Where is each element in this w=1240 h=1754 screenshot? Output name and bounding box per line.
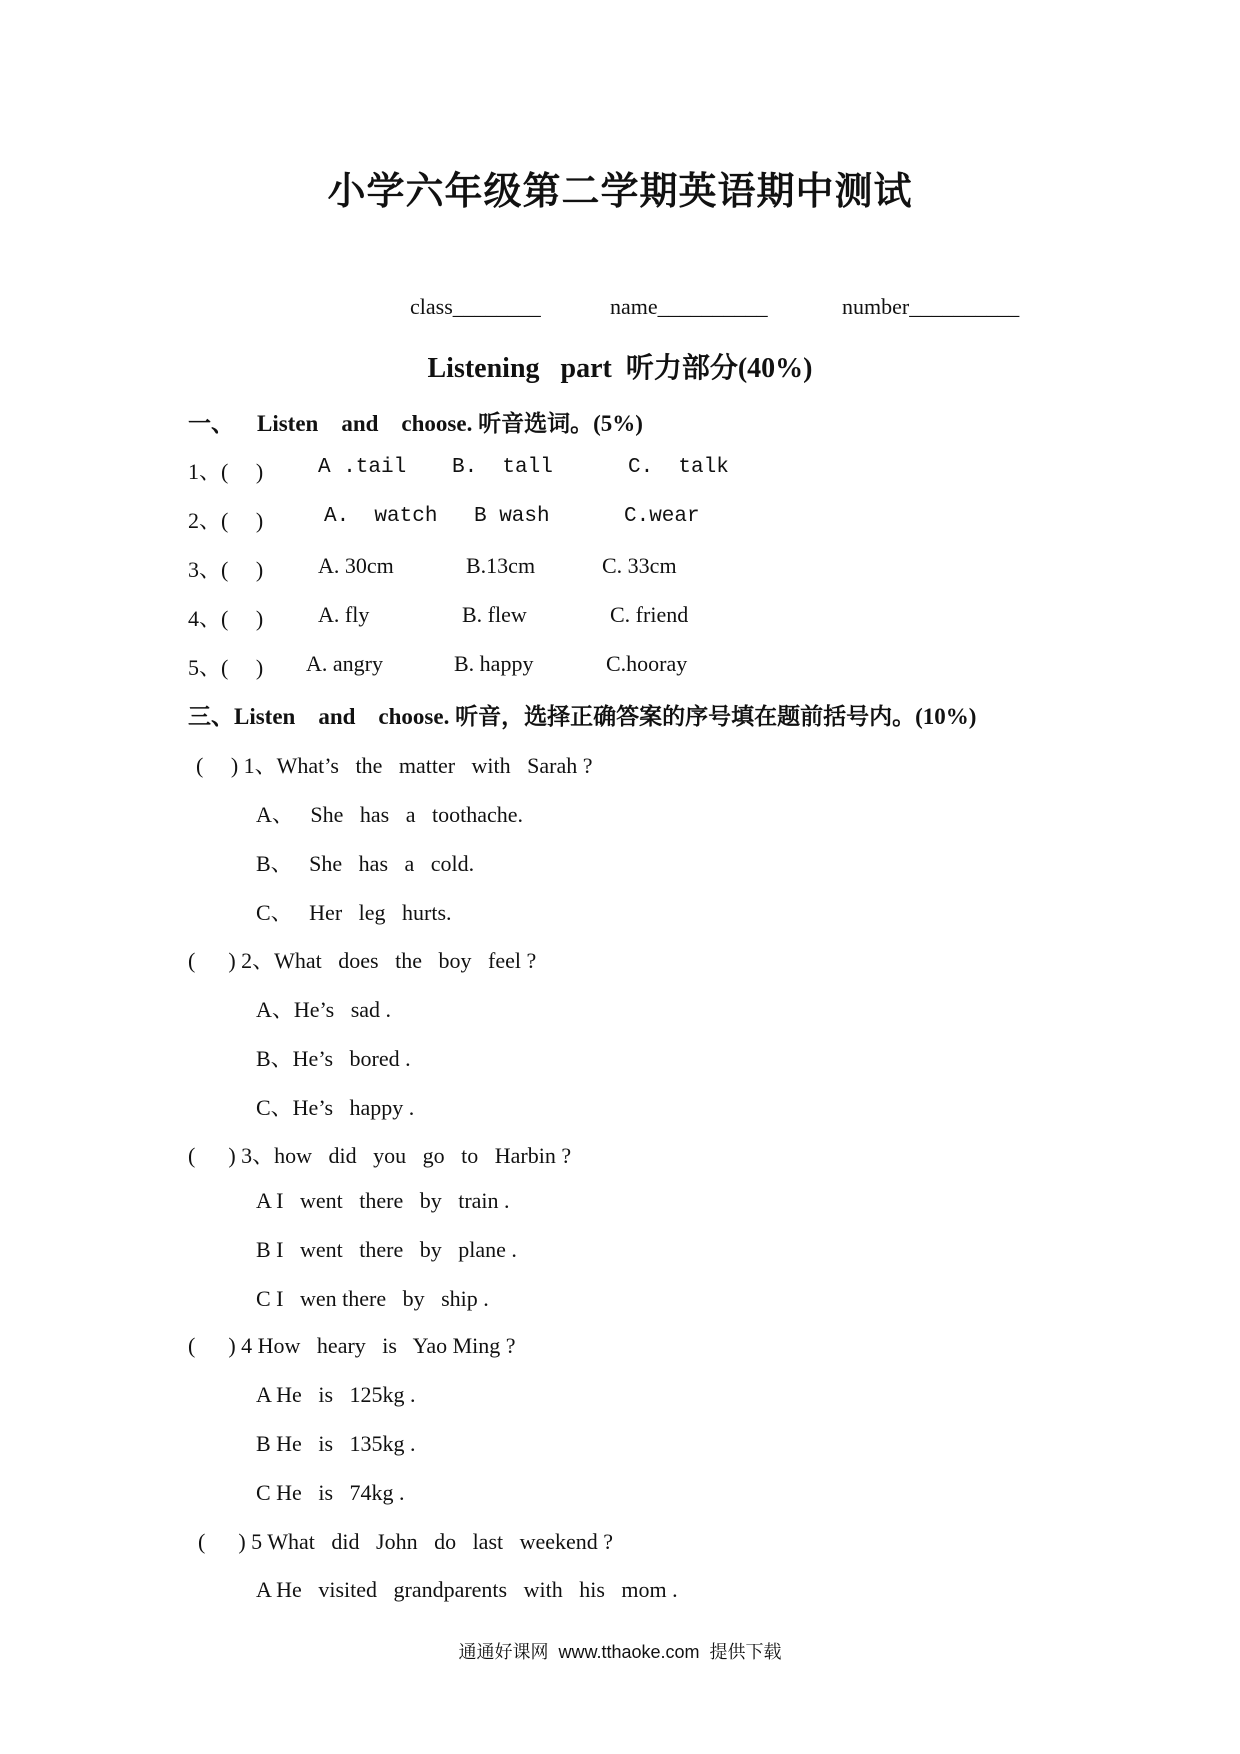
s3-option: B I went there by plane . xyxy=(256,1237,517,1262)
number-field[interactable]: number__________ xyxy=(842,294,1020,319)
name-field[interactable]: name__________ xyxy=(610,294,768,319)
section1-heading: 一、 Listen and choose. 听音选词。(5%) xyxy=(188,411,643,436)
s3-option: B、He’s bored . xyxy=(256,1046,411,1071)
s1-option-a: A. watch xyxy=(324,505,438,528)
s3-question: ( ) 4 How heary is Yao Ming ? xyxy=(188,1333,516,1358)
s3-question: ( ) 1、What’s the matter with Sarah ? xyxy=(196,753,593,778)
s3-option: C、 Her leg hurts. xyxy=(256,900,452,925)
s1-option-b: B. tall xyxy=(452,456,553,479)
s1-option-b: B. happy xyxy=(454,651,534,676)
s3-option: B He is 135kg . xyxy=(256,1431,416,1456)
s3-question: ( ) 5 What did John do last weekend ? xyxy=(198,1529,614,1554)
s3-option: C I wen there by ship . xyxy=(256,1286,489,1311)
s1-option-b: B wash xyxy=(474,505,550,528)
s3-question: ( ) 2、What does the boy feel ? xyxy=(188,948,537,973)
footer-source: 通通好课网 www.tthaoke.com 提供下载 xyxy=(458,1642,782,1662)
s1-option-c: C. 33cm xyxy=(602,553,677,578)
s1-option-a: A .tail xyxy=(318,456,407,479)
listening-part-heading: Listening part 听力部分(40%) xyxy=(427,353,813,384)
s3-option: C He is 74kg . xyxy=(256,1480,405,1505)
s1-item-num: 5、( ) xyxy=(188,655,264,680)
s1-option-a: A. 30cm xyxy=(318,553,394,578)
s3-option: A I went there by train . xyxy=(256,1188,510,1213)
s3-option: A He is 125kg . xyxy=(256,1382,416,1407)
s1-item-num: 1、( ) xyxy=(188,459,264,484)
s1-option-b: B.13cm xyxy=(466,553,536,578)
s1-option-c: C.hooray xyxy=(606,651,688,676)
s3-question: ( ) 3、how did you go to Harbin ? xyxy=(188,1143,572,1168)
s1-option-a: A. fly xyxy=(318,602,370,627)
section3-heading: 三、Listen and choose. 听音，选择正确答案的序号填在题前括号内。(10%) xyxy=(188,704,977,729)
s3-option: A、 She has a toothache. xyxy=(256,802,523,827)
s1-item-num: 4、( ) xyxy=(188,606,264,631)
s1-option-c: C. talk xyxy=(628,456,729,479)
s3-option: A、He’s sad . xyxy=(256,997,392,1022)
s1-item-num: 2、( ) xyxy=(188,508,264,533)
s1-item-num: 3、( ) xyxy=(188,557,264,582)
s1-option-b: B. flew xyxy=(462,602,527,627)
s3-option: A He visited grandparents with his mom . xyxy=(256,1577,678,1602)
s3-option: B、 She has a cold. xyxy=(256,851,475,876)
s1-option-c: C.wear xyxy=(624,505,700,528)
s3-option: C、He’s happy . xyxy=(256,1095,415,1120)
page-title: 小学六年级第二学期英语期中测试 xyxy=(327,171,913,213)
s1-option-c: C. friend xyxy=(610,602,689,627)
s1-option-a: A. angry xyxy=(306,651,383,676)
class-field[interactable]: class________ xyxy=(410,294,541,319)
